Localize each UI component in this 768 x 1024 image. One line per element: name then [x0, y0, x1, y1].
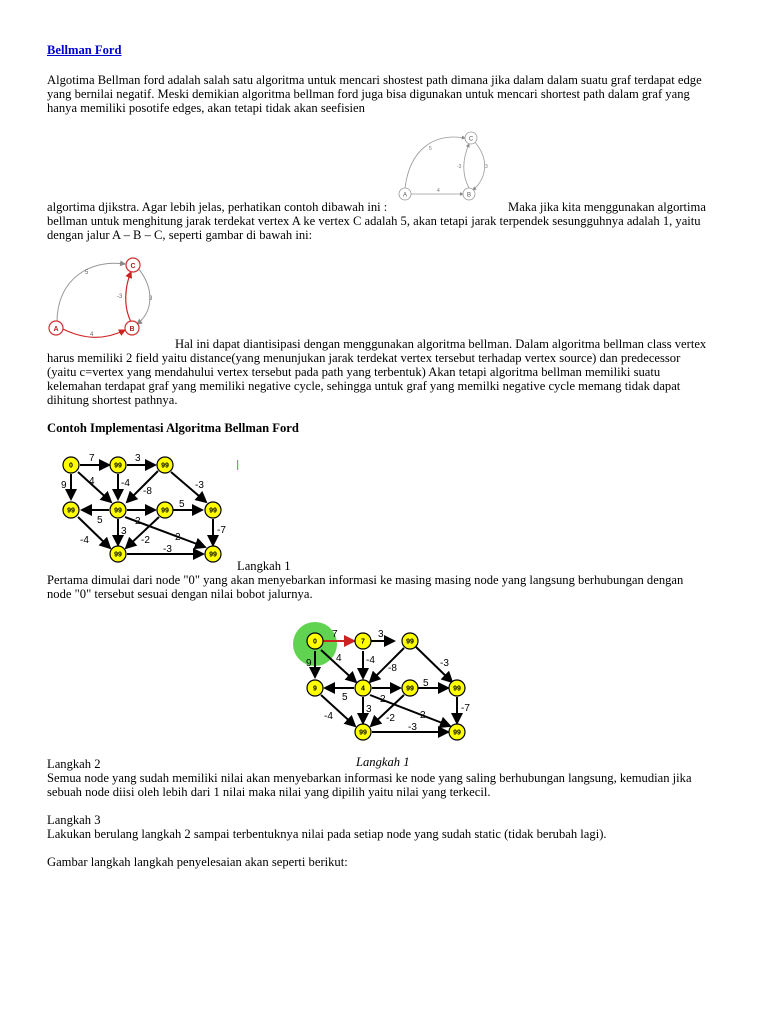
edge-label: 3	[366, 704, 372, 715]
node: 99	[209, 507, 217, 515]
edge-label: 5	[97, 515, 103, 526]
edge-ac: 5	[85, 270, 89, 276]
node: 99	[406, 638, 414, 646]
edge-label: 3	[135, 453, 141, 464]
step1-graph	[290, 620, 480, 744]
edge-ac: 5	[429, 146, 432, 152]
node-0: 0	[69, 462, 73, 470]
node: 99	[453, 685, 461, 693]
edge-label: -3	[440, 658, 449, 669]
node: 99	[453, 729, 461, 737]
edge-label: 2	[420, 710, 426, 721]
node: 99	[161, 507, 169, 515]
edge-cb: -3	[117, 294, 123, 300]
edge-label: -4	[366, 655, 375, 666]
para1-line3: hanya memiliki posotife edges, akan tetapi tidak akan seefisien	[47, 101, 365, 115]
example-graph	[55, 450, 245, 566]
node: 99	[209, 551, 217, 559]
node: 99	[67, 507, 75, 515]
edge-label: 5	[342, 692, 348, 703]
para3-line4: kelemahan terdapat graf yang memiliki negative cycle, sehingga untuk graf yang memilki negative cycle memang tidak dapat	[47, 379, 681, 393]
edge-label: -7	[217, 525, 226, 536]
edge-label: -4	[80, 535, 89, 546]
node-c: C	[468, 136, 474, 143]
figure-caption: Langkah 1	[356, 754, 410, 769]
edge-label: -4	[121, 478, 130, 489]
edge-label: 3	[378, 629, 384, 640]
para2-line2: bellman untuk menghitung jarak terdekat vertex A ke vertex C adalah 5, akan tetapi jarak terpendek sesungguhnya adalah 1, yaitu	[47, 214, 701, 228]
langkah1-label: Langkah 1	[237, 559, 291, 573]
langkah2-line1: Semua node yang sudah memiliki nilai akan menyebarkan informasi ke node yang saling berhubungan langsung, kemudian jika	[47, 771, 692, 785]
section-heading: Contoh Implementasi Algoritma Bellman Ford	[47, 421, 299, 435]
edge-label: 7	[332, 629, 338, 640]
edge-bc: 3	[149, 296, 153, 302]
node: 9	[313, 685, 317, 693]
edge-label: -8	[143, 486, 152, 497]
edge-label: -7	[461, 703, 470, 714]
langkah2-label: Langkah 2	[47, 757, 101, 771]
langkah3-label: Langkah 3	[47, 813, 101, 827]
small-graph-gray	[395, 128, 495, 204]
node: 99	[114, 551, 122, 559]
node-b: B	[129, 326, 135, 333]
node: 99	[114, 507, 122, 515]
node: 7	[361, 638, 365, 646]
para1-line1: Algotima Bellman ford adalah salah satu algoritma untuk mencari shostest path dimana jika dalam dalam suatu graf terdapat edge	[47, 73, 702, 87]
edge-ab: 4	[90, 332, 94, 338]
edge-label: -2	[386, 713, 395, 724]
edge-label: -3	[163, 544, 172, 555]
node: 99	[359, 729, 367, 737]
edge-label: 9	[61, 480, 67, 491]
edge-label: 5	[179, 499, 185, 510]
para2-left: algortima djikstra. Agar lebih jelas, perhatikan contoh dibawah ini :	[47, 200, 388, 214]
edge-label: 3	[121, 526, 127, 537]
node: 99	[114, 462, 122, 470]
edge-label: 2	[175, 532, 181, 543]
langkah1-line2: node "0" tersebut sesuai dengan nilai bobot jalurnya.	[47, 587, 313, 601]
para2-line3: dengan jalur A – B – C, seperti gambar di bawah ini:	[47, 228, 313, 242]
para3-line1: Hal ini dapat diantisipasi dengan menggunakan algoritma bellman. Dalam algoritma bellman class vertex	[175, 337, 707, 351]
node-a: A	[53, 326, 59, 333]
page-title-link[interactable]: Bellman Ford	[47, 43, 122, 57]
edge-label: 5	[423, 678, 429, 689]
edge-label: 9	[306, 658, 312, 669]
para3-line2: harus memiliki 2 field yaitu distance(yang menunjukan jarak terdekat vertex tersebut terhadap vertex source) dan predecessor	[47, 351, 681, 365]
edge-label: 4	[336, 653, 342, 664]
node-a: A	[402, 192, 408, 199]
edge-label: -3	[195, 480, 204, 491]
node-c: C	[130, 263, 136, 270]
node: 4	[361, 685, 365, 693]
edge-label: 2	[135, 516, 141, 527]
edge-bc: 3	[485, 164, 488, 170]
edge-label: -4	[324, 711, 333, 722]
para2-right: Maka jika kita menggunakan algortima	[508, 200, 706, 214]
edge-ab: 4	[437, 188, 440, 194]
langkah3-line1: Lakukan berulang langkah 2 sampai terbentuknya nilai pada setiap node yang sudah static (tidak berubah lagi).	[47, 827, 607, 841]
edge-label: 4	[89, 476, 95, 487]
langkah1-line1: Pertama dimulai dari node "0" yang akan menyebarkan informasi ke masing masing node yang langsung berhubungan dengan	[47, 573, 684, 587]
edge-label: -2	[141, 535, 150, 546]
node-0: 0	[313, 638, 317, 646]
para1-line2: yang bernilai negatif. Meski demikian algoritma bellman ford juga bisa digunakan untuk mencari shortest path dalam graf yang	[47, 87, 690, 101]
small-graph-red	[45, 254, 160, 340]
closing-text: Gambar langkah langkah penyelesaian akan seperti berikut:	[47, 855, 348, 869]
node: 99	[161, 462, 169, 470]
node: 99	[406, 685, 414, 693]
edge-cb: -3	[457, 164, 462, 170]
edge-label: 7	[89, 453, 95, 464]
langkah2-line2: sebuah node diisi oleh lebih dari 1 nilai maka nilai yang dipilih yaitu nilai yang terkecil.	[47, 785, 491, 799]
edge-label: -8	[388, 663, 397, 674]
edge-label: 2	[380, 694, 386, 705]
node-b: B	[466, 192, 472, 199]
para3-line5: dihitung shortest pathnya.	[47, 393, 178, 407]
para3-line3: (yaitu c=vertex yang mendahului vertex tersebut pada path yang terbentuk) Akan tetapi algoritma bellman memiliki suatu	[47, 365, 661, 379]
edge-label: -3	[408, 722, 417, 733]
